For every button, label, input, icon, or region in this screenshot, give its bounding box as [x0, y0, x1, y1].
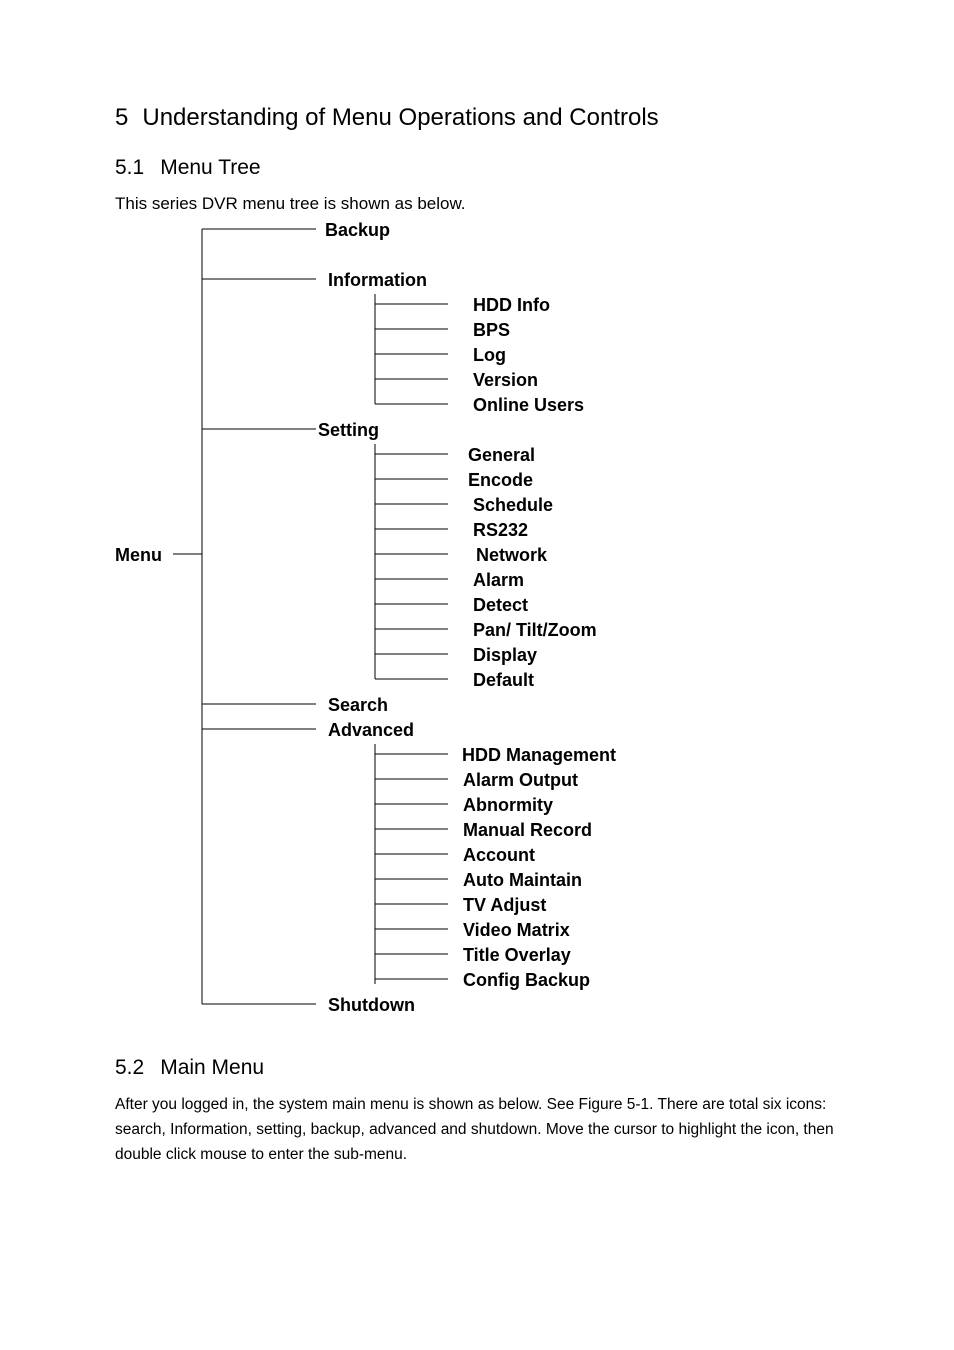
section-number: 5 — [115, 104, 129, 131]
tree-leaf-bps: BPS — [473, 320, 511, 340]
tree-leaf-hdd-info: HDD Info — [473, 295, 550, 315]
tree-leaf-encode: Encode — [468, 470, 534, 490]
tree-node-information: Information — [328, 270, 427, 290]
tree-leaf-rs232: RS232 — [473, 520, 529, 540]
subsection-title: Menu Tree — [160, 156, 261, 179]
tree-node-search: Search — [328, 695, 389, 715]
subsection-heading-main-menu — [115, 1056, 264, 1080]
tree-leaf-general: General — [468, 445, 536, 465]
tree-leaf-tv-adjust: TV Adjust — [463, 895, 547, 915]
tree-leaf-hdd-management: HDD Management — [462, 745, 617, 765]
tree-leaf-online-users: Online Users — [473, 395, 585, 415]
tree-leaf-title-overlay: Title Overlay — [463, 945, 571, 965]
subsection-title: Main Menu — [160, 1056, 265, 1079]
tree-node-root: Menu — [115, 545, 162, 565]
tree-leaf-config-backup: Config Backup — [463, 970, 591, 990]
section-title: Understanding of Menu Operations and Controls — [142, 104, 659, 131]
subsection-number: 5.2 — [115, 1056, 145, 1079]
tree-leaf-auto-maintain: Auto Maintain — [463, 870, 582, 890]
tree-leaf-video-matrix: Video Matrix — [463, 920, 570, 940]
tree-leaf-log: Log — [473, 345, 506, 365]
tree-leaf-detect: Detect — [473, 595, 529, 615]
tree-node-advanced: Advanced — [328, 720, 415, 740]
intro-text: This series DVR menu tree is shown as below. — [115, 194, 466, 213]
tree-leaf-version: Version — [473, 370, 539, 390]
tree-leaf-display: Display — [473, 645, 538, 665]
tree-leaf-schedule: Schedule — [473, 495, 554, 515]
tree-leaf-manual-record: Manual Record — [463, 820, 593, 840]
tree-leaf-default: Default — [473, 670, 535, 690]
main-menu-paragraph: After you logged in, the system main menu is shown as below. See Figure 5-1. There are total six icons: search, Information, setting, backup, advanced and shutdown. Move the cursor to highlight the icon, then double click mouse to enter the sub-menu. — [115, 1096, 834, 1163]
tree-leaf-account: Account — [463, 845, 535, 865]
subsection-number: 5.1 — [115, 156, 145, 179]
tree-node-shutdown: Shutdown — [328, 995, 415, 1015]
tree-leaf-pan-tilt-zoom: Pan/ Tilt/Zoom — [473, 620, 597, 640]
tree-node-backup: Backup — [325, 220, 391, 240]
tree-leaf-alarm-output: Alarm Output — [463, 770, 578, 790]
tree-node-setting: Setting — [318, 420, 379, 440]
tree-leaf-abnormity: Abnormity — [463, 795, 553, 815]
tree-leaf-network: Network — [476, 545, 548, 565]
tree-leaf-alarm: Alarm — [473, 570, 525, 590]
